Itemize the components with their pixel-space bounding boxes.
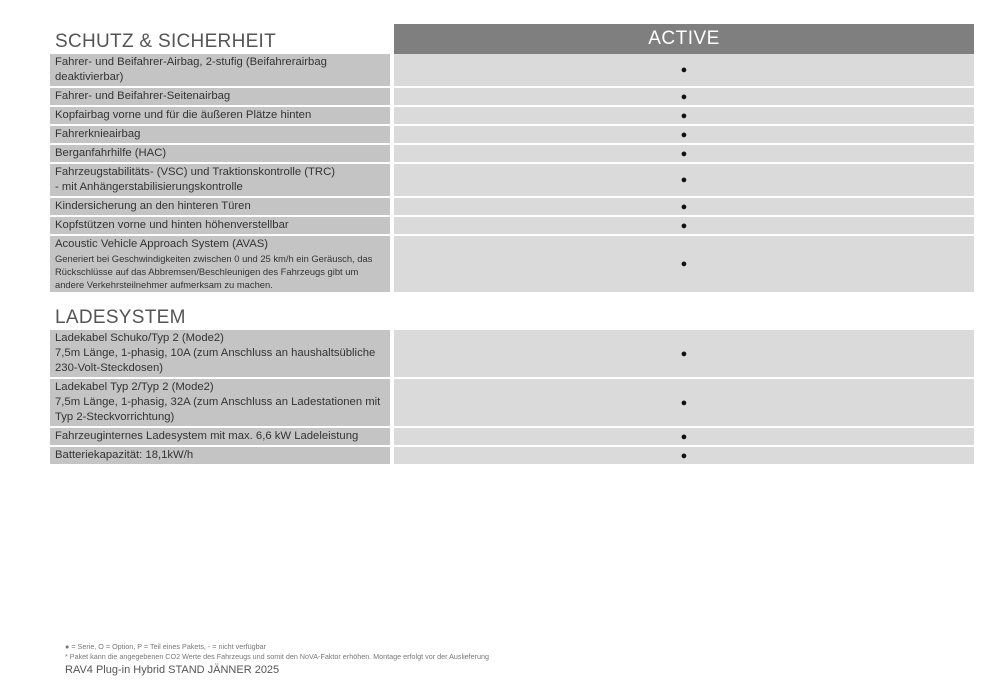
table-row <box>50 107 974 124</box>
standard-dot: ● <box>394 107 974 124</box>
table-row <box>50 236 974 292</box>
table-row <box>50 379 974 426</box>
charging-rows <box>50 330 974 464</box>
table-row <box>50 447 974 464</box>
standard-dot: ● <box>394 330 974 377</box>
row-label: Kindersicherung an den hinteren Türen <box>50 198 390 215</box>
table-row <box>50 145 974 162</box>
table-row <box>50 54 974 86</box>
standard-dot: ● <box>394 164 974 196</box>
standard-dot: ● <box>394 447 974 464</box>
standard-dot: ● <box>394 126 974 143</box>
standard-dot: ● <box>394 145 974 162</box>
standard-dot: ● <box>394 428 974 445</box>
standard-dot: ● <box>394 236 974 292</box>
row-label: Ladekabel Typ 2/Typ 2 (Mode2) 7,5m Länge, 1-phasig, 32A (zum Anschluss an Ladestationen mit Typ 2-Steckvorrichtung) <box>50 379 390 426</box>
row-label: Fahrzeuginternes Ladesystem mit max. 6,6 kW Ladeleistung <box>50 428 390 445</box>
row-label: Batteriekapazität: 18,1kW/h <box>50 447 390 464</box>
row-label: Berganfahrhilfe (HAC) <box>50 145 390 162</box>
section-header-charging <box>50 300 974 330</box>
section-header-safety <box>50 24 974 54</box>
table-row <box>50 217 974 234</box>
table-row <box>50 428 974 445</box>
table-row <box>50 164 974 196</box>
standard-dot: ● <box>394 198 974 215</box>
row-label: Ladekabel Schuko/Typ 2 (Mode2) 7,5m Länge, 1-phasig, 10A (zum Anschluss an haushaltsübliche 230-Volt-Steckdosen) <box>50 330 390 377</box>
row-label: Fahrzeugstabilitäts- (VSC) und Traktionskontrolle (TRC) - mit Anhängerstabilisierungskontrolle <box>50 164 390 196</box>
document-title: RAV4 Plug-in Hybrid STAND JÄNNER 2025 <box>65 664 280 676</box>
row-label: Acoustic Vehicle Approach System (AVAS) Generiert bei Geschwindigkeiten zwischen 0 und 25 km/h ein Geräusch, das Rückschlüsse auf das Abbremsen/Beschleunigen des Fahrzeugs gibt um andere Verkehrsteilnehmer aufmerksam zu machen. <box>50 236 390 292</box>
column-header-active: ACTIVE <box>394 24 974 54</box>
legend-note: ● = Serie, O = Option, P = Teil eines Pakets, - = nicht verfügbar <box>65 642 267 651</box>
safety-rows <box>50 54 974 292</box>
table-row <box>50 330 974 377</box>
table-row <box>50 88 974 105</box>
row-label: Kopfairbag vorne und für die äußeren Plätze hinten <box>50 107 390 124</box>
column-header-spacer <box>394 300 974 330</box>
section-title: LADESYSTEM <box>55 307 186 328</box>
footnotes <box>65 642 489 662</box>
standard-dot: ● <box>394 379 974 426</box>
row-label: Fahrerknieairbag <box>50 126 390 143</box>
standard-dot: ● <box>394 217 974 234</box>
table-row <box>50 198 974 215</box>
row-label: Kopfstützen vorne und hinten höhenverstellbar <box>50 217 390 234</box>
row-description: Generiert bei Geschwindigkeiten zwischen 0 und 25 km/h ein Geräusch, das Rückschlüsse auf das Abbremsen/Beschleunigen des Fahrzeugs gibt um andere Verkehrsteilnehmer aufmerksam zu machen. <box>55 253 373 290</box>
row-label: Fahrer- und Beifahrer-Airbag, 2-stufig (Beifahrerairbag deaktivierbar) <box>50 54 390 86</box>
standard-dot: ● <box>394 54 974 86</box>
row-label: Fahrer- und Beifahrer-Seitenairbag <box>50 88 390 105</box>
equipment-table <box>50 24 974 464</box>
section-title: SCHUTZ & SICHERHEIT <box>55 31 277 52</box>
standard-dot: ● <box>394 88 974 105</box>
package-note: * Paket kann die angegebenen CO2 Werte des Fahrzeugs und somit den NoVA-Faktor erhöhen. Montage erfolgt vor der Auslieferung <box>65 652 490 661</box>
table-row <box>50 126 974 143</box>
